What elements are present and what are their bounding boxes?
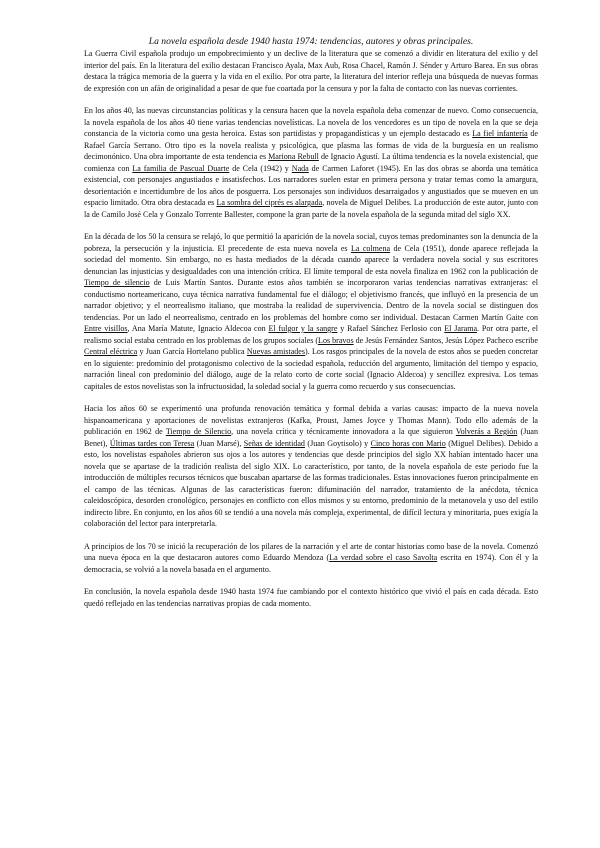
work-title: Tiempo de silencio [84,278,150,287]
work-title: Volverás a Región [455,427,518,436]
paragraph [84,586,538,609]
paragraph [84,105,538,220]
work-title: Central eléctrica [84,347,138,356]
text-run: (Juan Marsé), [194,438,244,448]
text-run: de Cela (1951), donde aparece reflejada la sociedad del momento. Sin embargo, no es hasta mediados de la década cuando aparece la verdadera novela social y sus escritores denuncian las injusticias y desigualdades con una intención crítica. El límite temporal de esta novela finaliza en 1962 con la publicación de [84,243,539,276]
text-run: de Jesús Fernández Santos, Jesús López Pacheco escribe [353,335,538,345]
work-title: El Jarama [444,324,478,333]
paragraph [84,48,538,94]
work-title: Tiempo de Silencio [165,427,232,436]
text-run: de Luis Martín Santos. Durante estos años también se incorporaron varias tendencias narrativas extranjeras: el conductismo norteamericano, cuya técnica narrativa fundamental fue el diálogo; el objetivismo francés, que influyó en la presencia de un narrador objetivo; y el neorrealismo italiano, que mostraba la realidad de supervivencia. Dentro de la novela social se distinguen dos tendencias. Por un lado el neorrealismo, centrado en los problemas del hombre como ser individual. Destacan Carmen Martín Gaite con [84,278,538,322]
work-title: Nada [291,163,309,173]
work-title: La colmena [350,243,391,253]
work-title: La verdad sobre el caso Savolta [329,553,438,562]
text-run: A principios de los 70 se inició la recuperación de los pilares de la narración y el arte de contar historias como base de la novela. Comenzó una nueva época en la que destacaron autores como Eduardo Mendoza ( [84,541,538,562]
text-run: y Rafael Sánchez Ferlosio con [337,324,445,333]
text-run: ). Los rasgos principales de la novela de estos años se pueden concretar en lo siguiente: predominio del protagonismo colectivo de la sociedad española, reducción del argumento, limitación del tiempo y espacio, narración lineal con predominio del diálogo, auge de la relato corto de corte social (Ignacio Aldecoa) y sencillez expresiva. Los temas capitales de estos novelistas son la infructuosidad, la soledad social y la guerra como recuerdo y sus consecuencias. [84,347,538,391]
work-title: Mariona Rebull [268,152,319,161]
text-run: de Carmen Laforet (1945). En las dos obras se aborda una temática existencial, con personajes angustiados e insatisfechos. Los narradores suelen estar en primera persona y tratar temas como la amargura, desorientación e incertidumbre de los años de posguerra. Los personajes son individuos desarraigados y angustiados que se mueven en un espacio limitado. Otra obra destacada es [84,163,538,207]
work-title: Entre visillos [84,324,128,333]
text-run: (Juan Goytisolo) y [304,438,371,448]
work-title: Últimas tardes con Teresa [109,438,195,448]
document-body [84,48,538,609]
work-title: La sombra del ciprés es alargada [216,198,323,207]
text-run: La Guerra Civil española produjo un empobrecimiento y un declive de la literatura que se comenzó a dividir en literatura del exilio y del interior del país. En la literatura del exilio destacan Francisco Ayala, Max Aub, Rosa Chacel, Ramón J. Sénder y Arturo Barea. En sus obras destaca la trágica memoria de la guerra y la vida en el exilio. Por otra parte, la literatura del interior refleja una búsqueda de nuevas formas de expresión con un afán de originalidad a pesar de que fue coartada por la censura y por la falta de contacto con las nuevas corrientes. [84,49,538,93]
text-run: de Cela (1942) y [229,163,292,173]
work-title: La fiel infantería [472,129,528,138]
text-run: escrita en 1974). Con él y la democracia, se volvió a la novela basada en el argumento. [84,553,538,574]
text-run: (Juan Benet), [84,427,538,448]
text-run: , novela de Miguel Delibes. La producción de este autor, junto con la de Camilo José Cela y Gonzalo Torrente Ballester, compone la gran parte de la novela española de la segunda mitad del siglo XX. [84,198,538,219]
text-run: , una novela crítica y técnicamente innovadora a la que siguieron [231,427,456,436]
work-title: Nuevas amistades [246,347,306,356]
work-title: Los bravos [318,335,354,345]
paragraph [84,403,538,530]
paragraph [84,541,538,576]
text-run: . Por otra parte, el realismo social estaba centrado en los problemas de los grupos sociales ( [84,324,538,345]
paragraph [84,231,538,392]
work-title: Señas de identidad [243,438,305,448]
work-title: Cinco horas con Mario [370,438,446,448]
work-title: El fulgor y la sangre [268,324,338,333]
document-title: La novela española desde 1940 hasta 1974: tendencias, autores y obras principales. [148,36,474,47]
text-run: y Juan García Hortelano publica [137,347,247,356]
text-run: , Ana María Matute, Ignacio Aldecoa con [127,324,269,333]
text-run: Hacia los años 60 se experimentó una profunda renovación temática y formal debida a varias causas: impacto de la nueva novela hispanoamericana y aportaciones de novelistas extranjeros (Kafka, Proust, James Joyce y Thomas Mann). Todo ello además de la publicación en 1962 de [84,404,538,436]
text-run: En la década de los 50 la censura se relajó, lo que permitió la aparición de la novela social, cuyos temas predominantes son la denuncia de la pobreza, la persecución y la injusticia. El precedente de esta nueva novela es [84,232,538,253]
text-run: de Ignacio Agustí. La última tendencia es la novela existencial, que comienza con [84,152,538,173]
text-run: En los años 40, las nuevas circunstancias políticas y la censura hacen que la novela española deba comenzar de nuevo. Como consecuencia, la novela española de los años 40 tiene varias tendencias novelísticas. La novela de los vencedores es un tipo de novela en la que se deja constancia de la victoria como una gesta heroica. Estas son partidistas y propagandísticas y un ejemplo destacado es [84,106,538,138]
text-run: de Rafael García Serrano. Otro tipo es la novela realista y psicológica, que plasma las formas de vida de la burguesía en un realismo decimonónico. Una obra importante de esta tendencia es [84,129,538,161]
text-run: En conclusión, la novela española desde 1940 hasta 1974 fue cambiando por el contexto histórico que vivió el país en cada década. Esto quedó reflejado en las tendencias narrativas propias de cada momento. [84,587,538,608]
work-title: La familia de Pascual Duarte [132,163,230,173]
text-run: (Miguel Delibes). Debido a esto, los novelistas españoles abrieron sus ojos a los autores y tendencias que desde principios del siglo XX habían intentado hacer una novela que se apartase de la tradición realista del siglo XIX. Lo característico, por tanto, de la novela española de este periodo fue la introducción de múltiples recursos técnicos que buscaban apartarse de las formas tradicionales. Estas innovaciones fueron principalmente en el campo de las técnicas. Algunas de las características fueron: difuminación del narrador, tratamiento de la anécdota, técnica caleidoscópica, desorden cronológico, personajes en conflicto con ellos mismos y su entorno, predominio de la metanovela y uso del estilo indirecto libre. En conjunto, en los años 60 se tendió a una novela más compleja, experimental, de difícil lectura y minoritaria, pues exigía la colaboración del lector para interpretarla. [84,438,538,528]
